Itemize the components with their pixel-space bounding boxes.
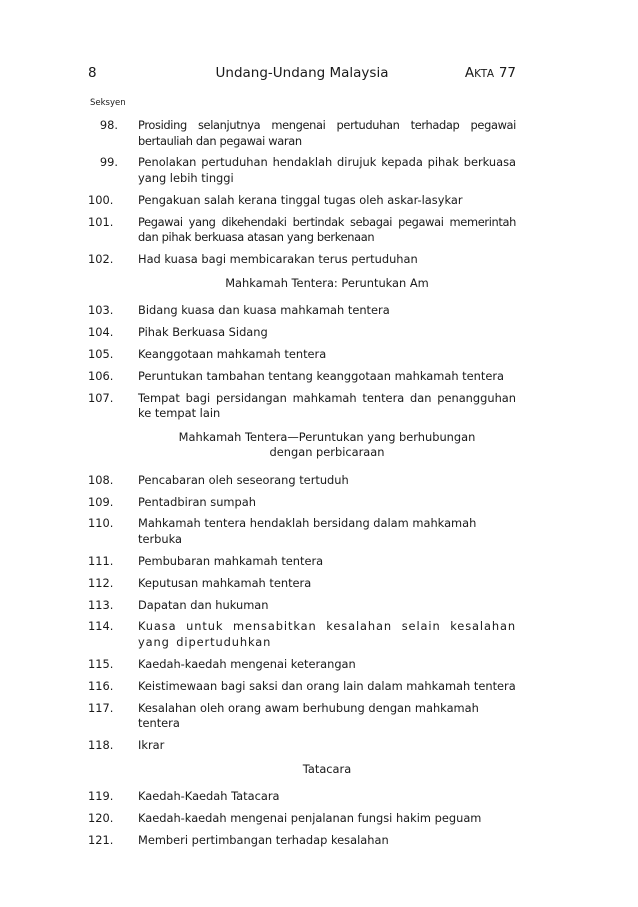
section-number: 113. — [88, 597, 114, 612]
section-number: 109. — [88, 494, 114, 509]
section-title: Keputusan mahkamah tentera — [138, 575, 312, 590]
section-title: Had kuasa bagi membicarakan terus pertuduhan — [138, 252, 418, 267]
section-title: Keistimewaan bagi saksi dan orang lain dalam mahkamah tentera — [138, 678, 516, 693]
toc-entry — [88, 738, 516, 754]
section-title: Pihak Berkuasa Sidang — [138, 324, 268, 339]
toc-entry — [88, 193, 516, 209]
act-number: 77 — [498, 65, 516, 81]
section-title: Keanggotaan mahkamah tentera — [138, 346, 327, 361]
toc-entry — [88, 325, 516, 341]
section-number: 112. — [88, 575, 114, 590]
toc-entry — [88, 833, 516, 849]
toc-entry — [88, 619, 516, 650]
section-number: 116. — [88, 678, 114, 693]
section-title: Prosiding selanjutnya mengenai pertuduhan terhadap pegawai bertauliah dan pegawai waran — [138, 118, 516, 148]
toc-entry — [88, 789, 516, 805]
toc-entry — [88, 118, 516, 149]
toc-entry — [88, 252, 516, 268]
section-number: 108. — [88, 472, 114, 487]
section-title: Pentadbiran sumpah — [138, 494, 256, 509]
section-title: Peruntukan tambahan tentang keanggotaan mahkamah tentera — [138, 368, 505, 383]
group-heading-line: Mahkamah Tentera—Peruntukan yang berhubungan — [178, 429, 476, 444]
section-title: Bidang kuasa dan kuasa mahkamah tentera — [138, 303, 390, 318]
section-number: 101. — [88, 214, 114, 229]
section-number: 117. — [88, 700, 114, 715]
toc-entry — [88, 516, 516, 547]
toc-entry — [88, 369, 516, 385]
act-label — [465, 64, 516, 83]
toc-entry — [88, 495, 516, 511]
section-number: 118. — [88, 738, 114, 753]
seksyen-label: Seksyen — [90, 98, 126, 108]
toc-entry — [88, 155, 516, 186]
section-number: 114. — [88, 619, 114, 634]
section-title: Kesalahan oleh orang awam berhubung dengan mahkamah tentera — [138, 700, 479, 731]
toc-entry — [88, 215, 516, 246]
section-number: 110. — [88, 516, 114, 531]
section-number: 98. — [99, 118, 118, 132]
section-title: Dapatan dan hukuman — [138, 597, 269, 612]
section-title: Kaedah-kaedah mengenai keterangan — [138, 656, 356, 671]
section-title: Tempat bagi persidangan mahkamah tentera dan penangguhan ke tempat lain — [138, 390, 516, 421]
section-title: Memberi pertimbangan terhadap kesalahan — [138, 832, 389, 847]
section-number: 121. — [88, 832, 114, 847]
section-number: 111. — [88, 553, 114, 568]
group-heading: Tatacara — [302, 761, 352, 776]
section-number: 120. — [88, 810, 114, 825]
toc-entry — [88, 391, 516, 422]
section-title: Penolakan pertuduhan hendaklah dirujuk kepada pihak berkuasa yang lebih tinggi — [138, 155, 516, 185]
section-title: Kuasa untuk mensabitkan kesalahan selain kesalahan yang dipertuduhkan — [138, 619, 516, 649]
toc-entry — [88, 576, 516, 592]
act-prefix: A — [464, 65, 475, 81]
section-number: 106. — [88, 368, 114, 383]
section-title: Pencabaran oleh seseorang tertuduh — [138, 472, 349, 487]
section-number: 103. — [88, 303, 114, 318]
section-number: 100. — [88, 192, 114, 207]
toc-entry — [88, 554, 516, 570]
section-number: 99. — [99, 155, 118, 170]
section-title: Kaedah-kaedah mengenai penjalanan fungsi hakim peguam — [138, 810, 482, 825]
page-number: 8 — [88, 65, 97, 81]
section-title: Pegawai yang dikehendaki bertindak sebagai pegawai memerintah dan pihak berkuasa atasan yang berkenaan — [138, 214, 516, 245]
section-title: Mahkamah tentera hendaklah bersidang dalam mahkamah terbuka — [138, 516, 477, 546]
toc-entry — [88, 679, 516, 695]
section-title: Pengakuan salah kerana tinggal tugas oleh askar-lasykar — [138, 192, 463, 207]
toc-entry — [88, 347, 516, 363]
toc-entry — [88, 473, 516, 489]
act-small-caps: KTA — [474, 68, 495, 80]
group-heading: Mahkamah Tentera: Peruntukan Am — [225, 275, 429, 290]
toc-entry — [88, 303, 516, 319]
section-number: 104. — [88, 324, 114, 339]
section-number: 105. — [88, 346, 114, 361]
toc-entry — [88, 657, 516, 673]
toc-entry — [88, 811, 516, 827]
group-heading — [88, 430, 516, 461]
toc-entry — [88, 701, 516, 732]
group-heading-line: dengan perbicaraan — [269, 445, 385, 460]
section-title: Pembubaran mahkamah tentera — [138, 553, 324, 568]
table-of-contents — [88, 118, 516, 855]
section-number: 115. — [88, 656, 114, 671]
section-number: 102. — [88, 252, 114, 267]
section-number: 119. — [88, 789, 114, 804]
page-header — [88, 64, 516, 82]
page-title: Undang-Undang Malaysia — [215, 65, 389, 81]
section-number: 107. — [88, 390, 114, 405]
section-title: Kaedah-Kaedah Tatacara — [138, 789, 280, 804]
section-title: Ikrar — [138, 738, 165, 753]
toc-entry — [88, 598, 516, 614]
